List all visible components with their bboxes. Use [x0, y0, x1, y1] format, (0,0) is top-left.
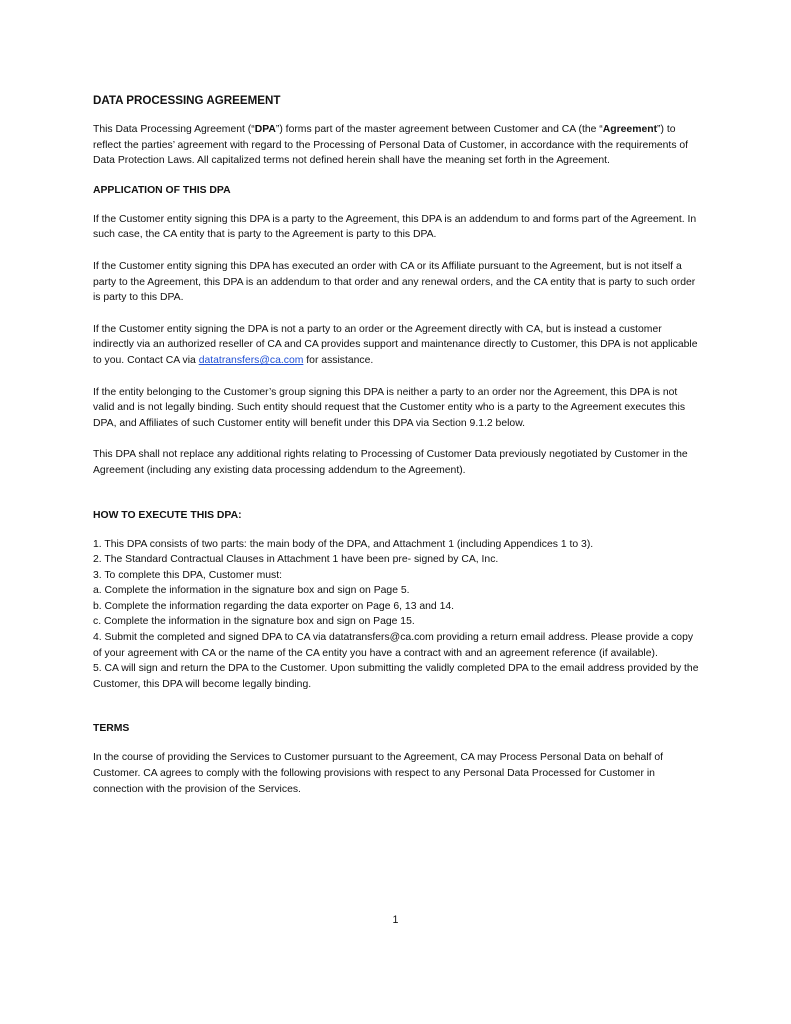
reseller-paragraph: [93, 322, 699, 369]
document-body: [93, 94, 699, 797]
rights-paragraph: This DPA shall not replace any additional rights relating to Processing of Customer Data previously negotiated by Customer in the Agreement (including any existing data processing addendum to the Agreement).: [93, 449, 688, 476]
intro-term-agreement: Agreement: [602, 124, 658, 135]
terms-paragraph: In the course of providing the Services to Customer pursuant to the Agreement, CA may Process Personal Data on behalf of Customer. CA agrees to comply with the following provisions with respect to any Personal Data Processed for Customer in connection with the provision of the Services.: [93, 752, 664, 795]
execute-heading: HOW TO EXECUTE THIS DPA:: [93, 509, 242, 521]
execute-step: a. Complete the information in the signature box and sign on Page 5.: [93, 585, 410, 597]
intro-paragraph: [93, 122, 699, 169]
intro-text-2: ”) forms part of the master agreement between Customer and CA (the “: [275, 124, 603, 135]
document-title: DATA PROCESSING AGREEMENT: [93, 94, 281, 107]
page-number: 1: [392, 914, 399, 926]
application-paragraph-party: If the Customer entity signing this DPA is a party to the Agreement, this DPA is an addendum to and forms part of the Agreement. In such case, the CA entity that is party to the Agreement is party to this DPA.: [93, 213, 697, 241]
intro-text-3: ”) to reflect the parties’ agreement with regard to the Processing of Personal Data of Customer, in accordance with the requirements of Data Protection Laws. All capitalized terms not defined herein shall have the meaning set forth in the Agreement.: [93, 124, 689, 167]
execute-step: 5. CA will sign and return the DPA to the Customer. Upon submitting the validly completed DPA to the email address provided by the Customer, this DPA will become legally binding.: [93, 663, 699, 690]
terms-heading: TERMS: [93, 723, 130, 735]
application-heading: APPLICATION OF THIS DPA: [93, 184, 231, 196]
reseller-text-end: for assistance.: [303, 354, 374, 366]
group-paragraph: If the entity belonging to the Customer’s group signing this DPA is neither a party to an order nor the Agreement, this DPA is not valid and is not legally binding. Such entity should request that the Customer entity who is a party to the Agreement executes this DPA, and Affiliates of such Customer entity will benefit under this DPA via Section 9.1.2 below.: [93, 386, 686, 429]
execute-step: 4. Submit the completed and signed DPA to CA via datatransfers@ca.com providing a return email address. Please provide a copy of your agreement with CA or the name of the CA entity you have a contract with and an agreement reference (if available).: [93, 632, 694, 659]
execute-step: b. Complete the information regarding the data exporter on Page 6, 13 and 14.: [93, 600, 455, 612]
intro-term-dpa: DPA: [254, 124, 276, 135]
execute-steps-list: [93, 537, 699, 693]
application-paragraph-order: If the Customer entity signing this DPA has executed an order with CA or its Affiliate pursuant to the Agreement, but is not itself a party to the Agreement, this DPA is an addendum to that order and any renewal orders, and the CA entity that is party to such order is party to this DPA.: [93, 260, 696, 304]
reseller-text: If the Customer entity signing the DPA is not a party to an order or the Agreement directly with CA, but is instead a customer indirectly via an authorized reseller of CA and CA provides support and maintenance directly to Customer, this DPA is not applicable to you. Contact CA via: [93, 323, 698, 366]
execute-step: c. Complete the information in the signature box and sign on Page 15.: [93, 616, 415, 628]
execute-step: 3. To complete this DPA, Customer must:: [93, 569, 283, 581]
execute-step: 1. This DPA consists of two parts: the main body of the DPA, and Attachment 1 (including Appendices 1 to 3).: [93, 538, 594, 550]
execute-step: 2. The Standard Contractual Clauses in Attachment 1 have been pre- signed by CA, Inc.: [93, 554, 499, 566]
email-link[interactable]: datatransfers@ca.com: [198, 354, 304, 366]
intro-text-1: This Data Processing Agreement (“: [93, 124, 255, 135]
